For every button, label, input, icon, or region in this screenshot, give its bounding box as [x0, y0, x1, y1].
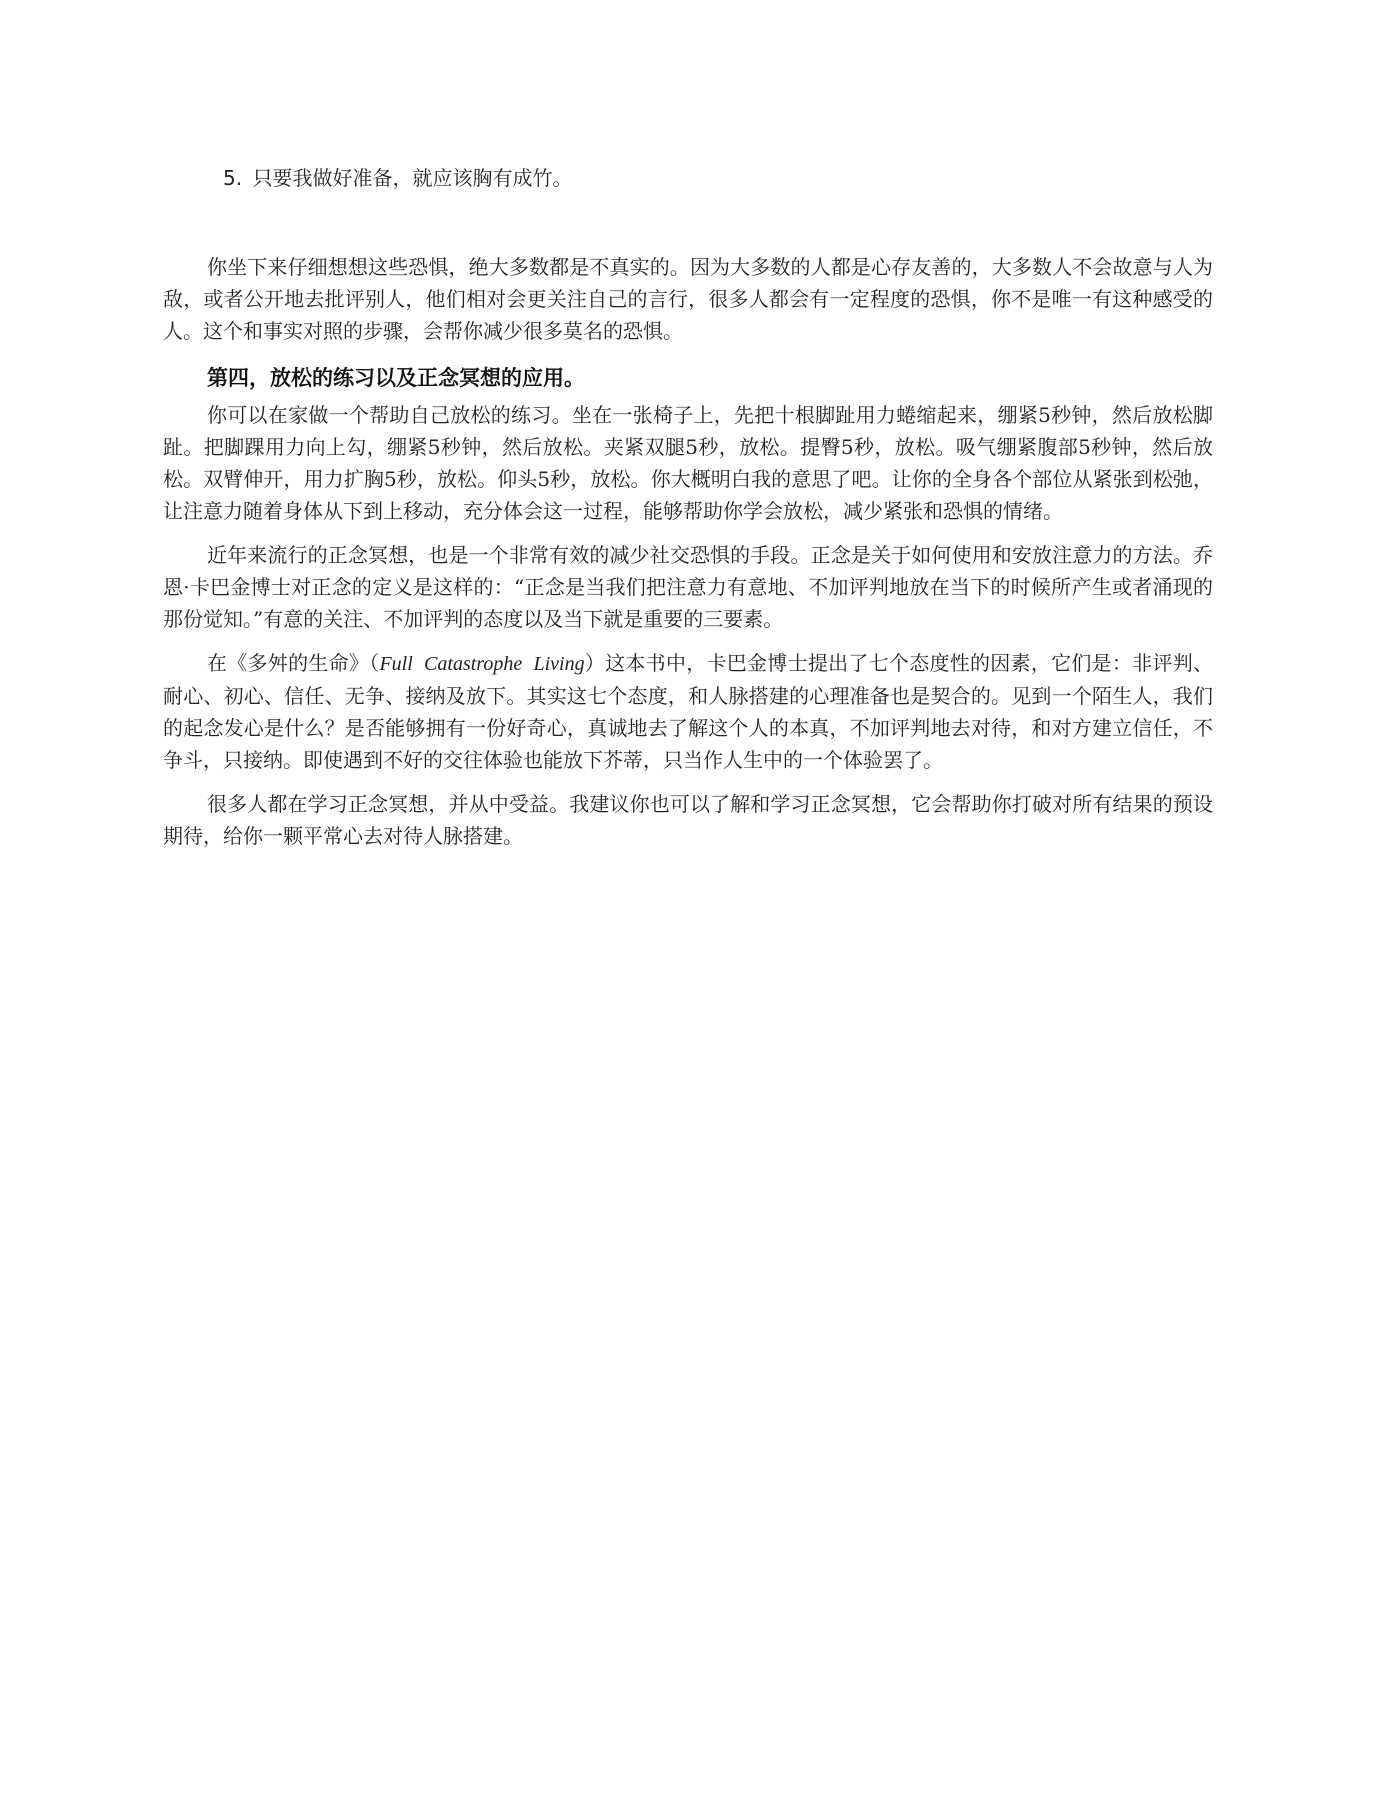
paragraph-seven-attitudes-lead: 在《多舛的生命》（ [207, 651, 380, 675]
paragraph-fear-reflection: 你坐下来仔细想想这些恐惧，绝大多数都是不真实的。因为大多数的人都是心存友善的，大多数人不会故意与人为敌，或者公开地去批评别人，他们相对会更关注自己的言行，很多人都会有一定程度的恐惧，你不是唯一有这种感受的人。这个和事实对照的步骤，会帮你减少很多莫名的恐惧。 [163, 255, 1213, 343]
list-item [223, 162, 1213, 194]
paragraph-seven-attitudes-body: ）这本书中，卡巴金博士提出了七个态度性的因素，它们是：非评判、耐心、初心、信任、无争、接纳及放下。其实这七个态度，和人脉搭建的心理准备也是契合的。见到一个陌生人，我们的起念发心是什么？是否能够拥有一份好奇心，真诚地去了解这个人的本真，不加评判地去对待，和对方建立信任，不争斗，只接纳。即使遇到不好的交往体验也能放下芥蒂，只当作人生中的一个体验罢了。 [163, 651, 1214, 772]
paragraph-mindfulness-definition: 近年来流行的正念冥想，也是一个非常有效的减少社交恐惧的手段。正念是关于如何使用和安放注意力的方法。乔恩·卡巴金博士对正念的定义是这样的：“正念是当我们把注意力有意地、不加评判地放在当下的时候所产生或者涌现的那份觉知。”有意的关注、不加评判的态度以及当下就是重要的三要素。 [163, 543, 1213, 631]
paragraph-closing: 很多人都在学习正念冥想，并从中受益。我建议你也可以了解和学习正念冥想，它会帮助你打破对所有结果的预设期待，给你一颗平常心去对待人脉搭建。 [163, 792, 1213, 848]
list-item-text: 只要我做好准备，就应该胸有成竹。 [252, 166, 573, 190]
book-title-english: Full Catastrophe Living [379, 653, 585, 675]
list-item-number: 5. [223, 166, 243, 190]
paragraph-seven-attitudes [163, 647, 1213, 776]
section-heading: 第四，放松的练习以及正念冥想的应用。 [207, 366, 585, 390]
paragraph-relaxation-exercise: 你可以在家做一个帮助自己放松的练习。坐在一张椅子上，先把十根脚趾用力蜷缩起来，绷紧5秒钟，然后放松脚趾。把脚踝用力向上勾，绷紧5秒钟，然后放松。夹紧双腿5秒，放松。提臀5秒，放松。吸气绷紧腹部5秒钟，然后放松。双臂伸开，用力扩胸5秒，放松。仰头5秒，放松。你大概明白我的意思了吧。让你的全身各个部位从紧张到松弛，让注意力随着身体从下到上移动，充分体会这一过程，能够帮助你学会放松，减少紧张和恐惧的情绪。 [163, 403, 1213, 523]
page-content [163, 162, 1213, 852]
